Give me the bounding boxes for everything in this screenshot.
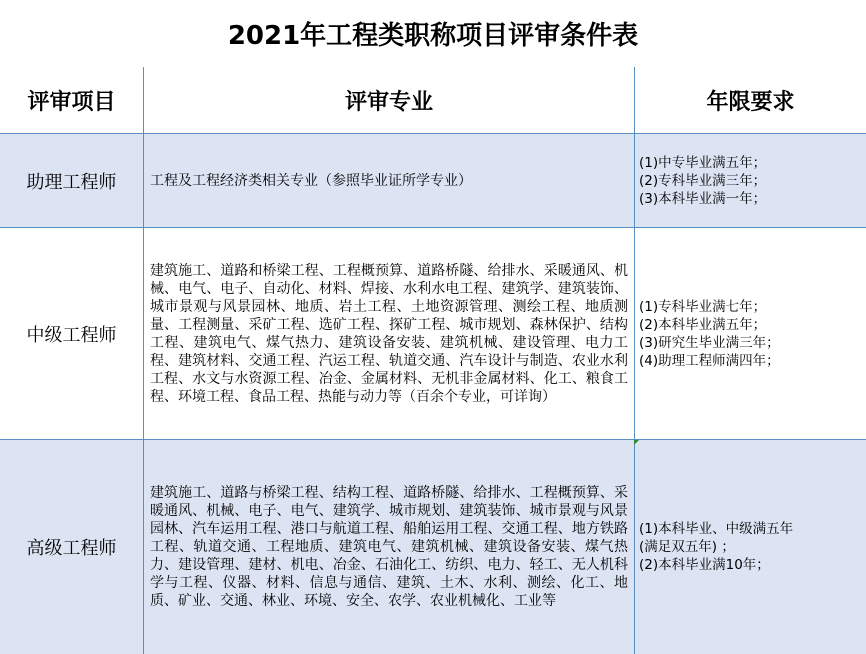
- requirement-line: (1)中专毕业满五年；: [639, 154, 767, 171]
- requirement-line: (3)研究生毕业满三年；: [639, 334, 780, 351]
- major-cell[interactable]: [144, 228, 635, 439]
- header-project-label: 评审项目: [27, 89, 116, 115]
- project-label: 中级工程师: [26, 324, 117, 346]
- requirement-cell[interactable]: [635, 134, 866, 227]
- header-major-label: 评审专业: [344, 89, 433, 115]
- header-row: [0, 67, 866, 134]
- requirement-cell[interactable]: [635, 228, 866, 439]
- requirement-line: (2)本科毕业满10年；: [639, 557, 770, 573]
- header-cell-project[interactable]: [0, 67, 144, 133]
- requirement-line: (1)本科毕业、中级满五年: [639, 521, 794, 537]
- requirement-cell[interactable]: [635, 440, 866, 654]
- project-cell[interactable]: [0, 134, 144, 227]
- requirement-line: (1)专科毕业满七年；: [639, 298, 767, 315]
- major-text: 工程及工程经济类相关专业（参照毕业证所学专业）: [150, 172, 472, 189]
- project-cell[interactable]: [0, 228, 144, 439]
- major-text: 建筑施工、道路与桥梁工程、结构工程、道路桥隧、给排水、工程概预算、采暖通风、机械、电子、电气、建筑学、城市规划、建筑装饰、城市景观与风景园林、汽车运用工程、港口与航道工程、船舶运用工程、交通工程、地方铁路工程、轨道交通、工程地质、建筑电气、建筑机械、建筑设备安装、煤气热力、建设管理、建材、机电、冶金、石油化工、纺织、电力、轻工、无人机科学与工程、仪器、材料、信息与通信、建筑、土木、水利、测绘、化工、地质、矿业、交通、林业、环境、安全、农学、农业机械化、工业等: [150, 485, 628, 609]
- table-row: [0, 440, 866, 654]
- requirement-line: (4)助理工程师满四年；: [639, 352, 780, 369]
- header-cell-major[interactable]: [144, 67, 635, 133]
- requirement-list: [635, 298, 784, 370]
- header-requirement-label: 年限要求: [706, 89, 795, 115]
- requirement-list: [635, 154, 770, 208]
- requirement-list: [635, 520, 797, 574]
- project-cell[interactable]: [0, 440, 144, 654]
- requirement-line: (满足双五年) ；: [639, 539, 735, 555]
- comment-indicator-icon: [634, 440, 639, 445]
- project-label: 助理工程师: [26, 171, 117, 193]
- table-row: [0, 228, 866, 440]
- table-row: [0, 134, 866, 228]
- major-cell[interactable]: [144, 440, 635, 654]
- major-text: 建筑施工、道路和桥梁工程、工程概预算、道路桥隧、给排水、采暖通风、机械、电气、电子、自动化、材料、焊接、水利水电工程、建筑学、建筑装饰、城市景观与风景园林、地质、岩土工程、土地资源管理、测绘工程、地质测量、工程测量、采矿工程、选矿工程、探矿工程、城市规划、森林保护、结构工程、建筑电气、煤气热力、建筑设备安装、建筑机械、建设管理、电力工程、建筑材料、交通工程、汽运工程、轨道交通、汽车设计与制造、农业水利工程、水文与水资源工程、冶金、金属材料、无机非金属材料、化工、粮食工程、环境工程、食品工程、热能与动力等（百余个专业，可详询）: [150, 262, 628, 405]
- requirement-line: (3)本科毕业满一年；: [639, 190, 767, 207]
- requirement-line: (2)专科毕业满三年；: [639, 172, 767, 189]
- table-title: 2021年工程类职称项目评审条件表: [0, 0, 866, 68]
- header-cell-requirement[interactable]: [635, 67, 866, 133]
- requirement-line: (2)本科毕业满五年；: [639, 316, 767, 333]
- project-label: 高级工程师: [26, 538, 117, 559]
- major-cell[interactable]: [144, 134, 635, 227]
